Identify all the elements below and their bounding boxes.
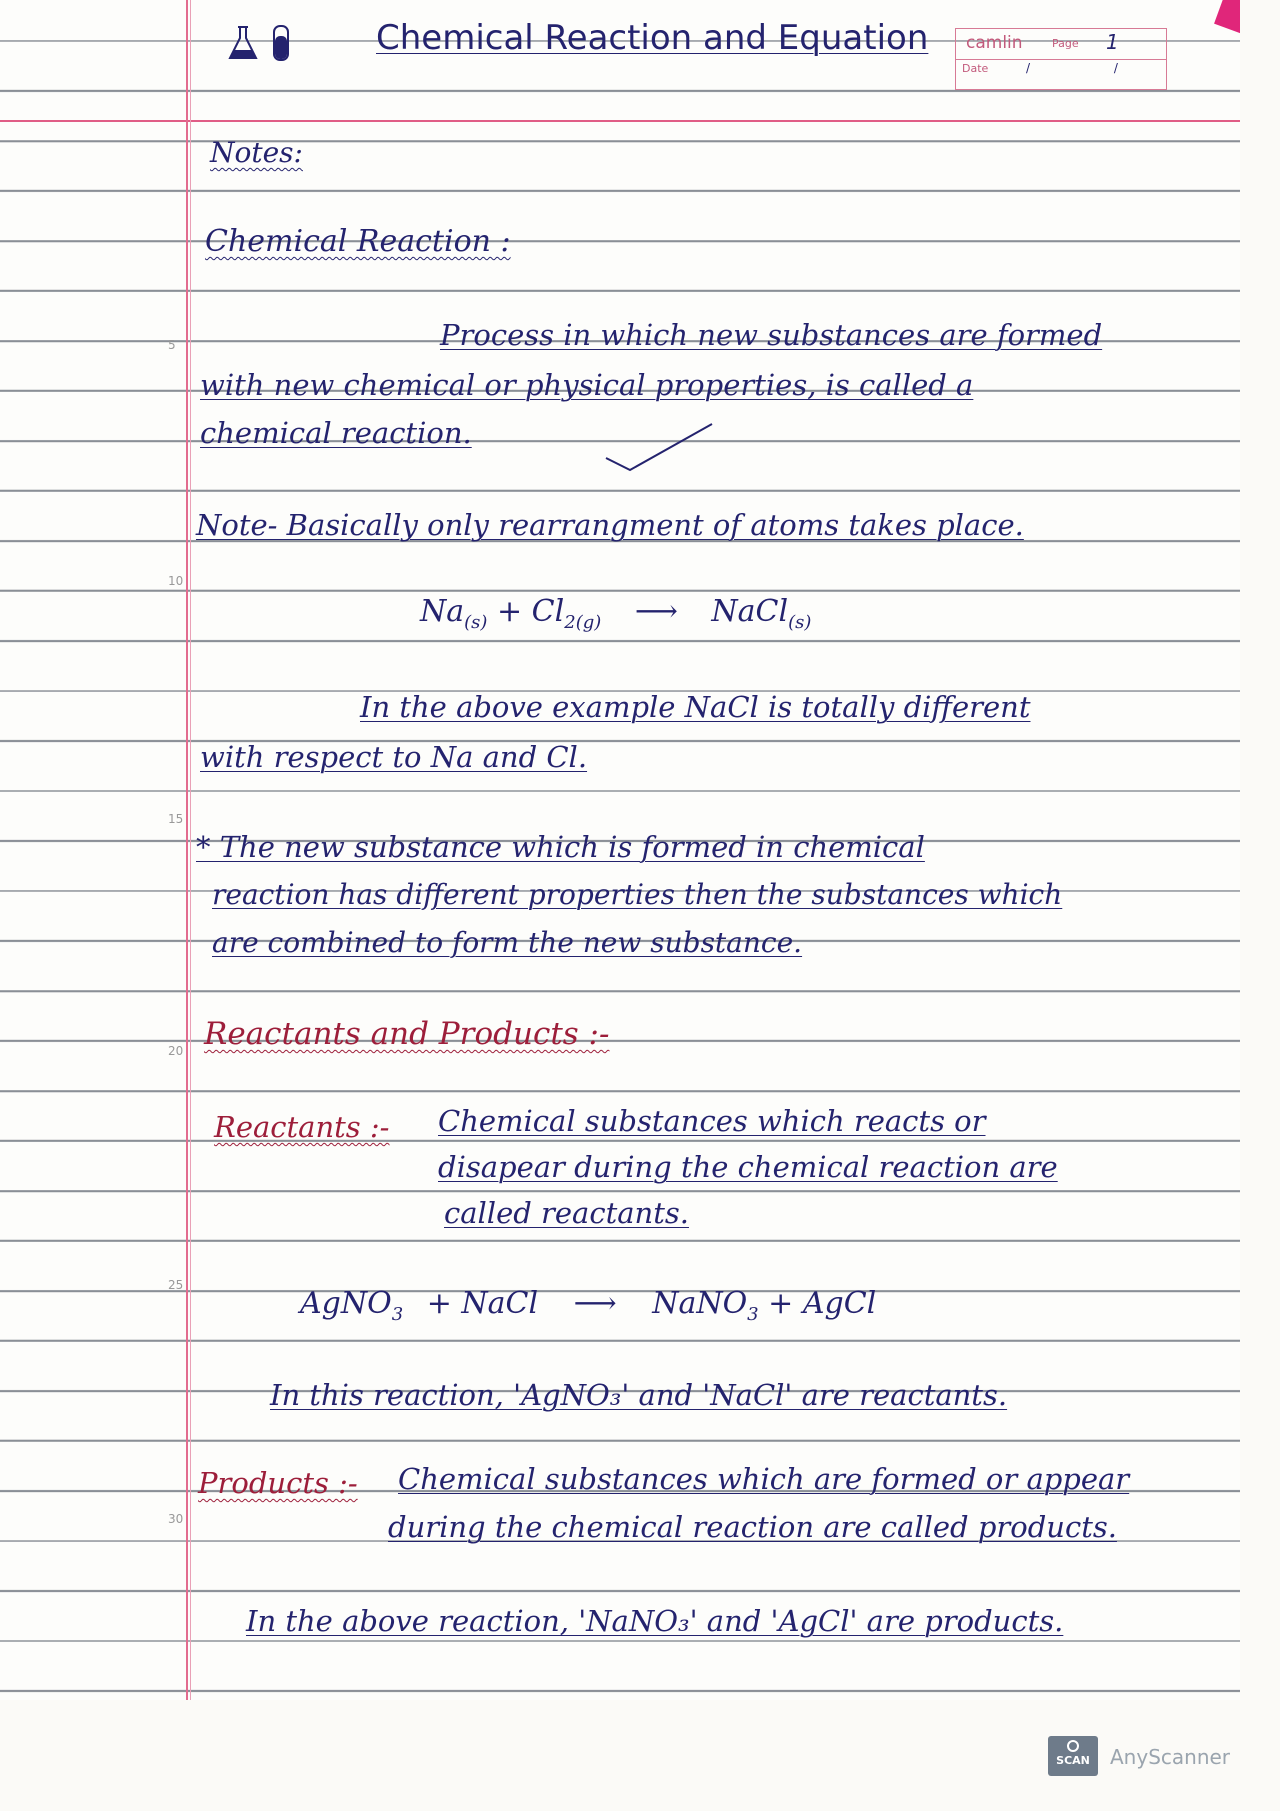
reaction-arrow: ⟶ xyxy=(573,1286,617,1321)
page-number: 1 xyxy=(1106,30,1119,54)
left-margin-line xyxy=(186,0,188,1700)
scan-lens-icon xyxy=(1067,1740,1079,1752)
note-line: Note- Basically only rearrangment of atoms takes place. xyxy=(196,508,1024,542)
example-line-1: In the above example NaCl is totally different xyxy=(360,690,1031,724)
reactant-nacl: + NaCl xyxy=(426,1286,539,1321)
margin-number: 15 xyxy=(168,812,184,826)
reactants-line-2: disapear during the chemical reaction are xyxy=(438,1150,1058,1184)
page-title: Chemical Reaction and Equation xyxy=(376,18,929,58)
reactants-line-1: Chemical substances which reacts or xyxy=(438,1104,986,1138)
page-label: Page xyxy=(1052,37,1079,50)
state-solid: (s) xyxy=(788,612,812,633)
definition-line-1: Process in which new substances are formed xyxy=(440,318,1103,352)
product-nacl: NaCl xyxy=(711,594,789,629)
equation-agno3 xyxy=(300,1286,876,1325)
test-tube-icon xyxy=(270,24,292,64)
date-label: Date xyxy=(962,62,989,75)
products-line-1: Chemical substances which are formed or appear xyxy=(398,1462,1130,1496)
margin-number: 5 xyxy=(168,338,176,352)
cl-subscript: 2 xyxy=(564,612,576,633)
scanner-app-name: AnyScanner xyxy=(1110,1745,1231,1769)
definition-line-3: chemical reaction. xyxy=(200,416,472,450)
nano3-subscript: 3 xyxy=(747,1304,759,1325)
new-substance-line-2: reaction has different properties then the substances which xyxy=(212,878,1063,911)
reactant-na: Na xyxy=(420,594,465,629)
scan-logo-text: SCAN xyxy=(1056,1754,1090,1767)
reactants-label: Reactants :- xyxy=(214,1110,390,1144)
new-substance-line-3: are combined to form the new substance. xyxy=(212,926,803,959)
reactant-cl2: Cl xyxy=(531,594,565,629)
left-margin-line-inner xyxy=(190,0,191,1700)
example-line-2: with respect to Na and Cl. xyxy=(200,740,588,774)
product-nano3: NaNO xyxy=(652,1286,748,1321)
page-corner-tab xyxy=(1214,0,1240,34)
reactants-line-3: called reactants. xyxy=(444,1196,689,1230)
products-label: Products :- xyxy=(198,1466,358,1500)
margin-number: 25 xyxy=(168,1278,184,1292)
reactants-example: In this reaction, 'AgNO₃' and 'NaCl' are reactants. xyxy=(270,1378,1008,1412)
chemical-reaction-heading: Chemical Reaction : xyxy=(205,224,511,259)
reactant-agno3: AgNO xyxy=(300,1286,392,1321)
camlin-brand: camlin xyxy=(966,33,1023,53)
equation-na-cl xyxy=(420,594,811,633)
camlin-page-box xyxy=(955,28,1167,90)
product-agcl: + AgCl xyxy=(768,1286,877,1321)
products-line-2: during the chemical reaction are called products. xyxy=(388,1510,1117,1544)
definition-line-2: with new chemical or physical properties, is called a xyxy=(200,368,974,402)
check-mark-icon xyxy=(600,418,720,478)
plus-sign: + xyxy=(496,594,523,629)
notes-heading: Notes: xyxy=(210,136,303,169)
agno3-subscript: 3 xyxy=(391,1304,404,1325)
state-gas: (g) xyxy=(575,612,602,633)
reaction-arrow: ⟶ xyxy=(634,594,678,629)
date-separator: / / xyxy=(1026,61,1158,75)
new-substance-line-1: * The new substance which is formed in chemical xyxy=(196,830,925,864)
state-solid: (s) xyxy=(464,612,488,633)
flask-icon xyxy=(226,24,262,62)
margin-number: 10 xyxy=(168,574,184,588)
reactants-products-heading: Reactants and Products :- xyxy=(204,1016,610,1052)
margin-number: 30 xyxy=(168,1512,184,1526)
products-example: In the above reaction, 'NaNO₃' and 'AgCl' are products. xyxy=(246,1604,1064,1638)
scan-logo xyxy=(1048,1736,1098,1776)
margin-number: 20 xyxy=(168,1044,184,1058)
